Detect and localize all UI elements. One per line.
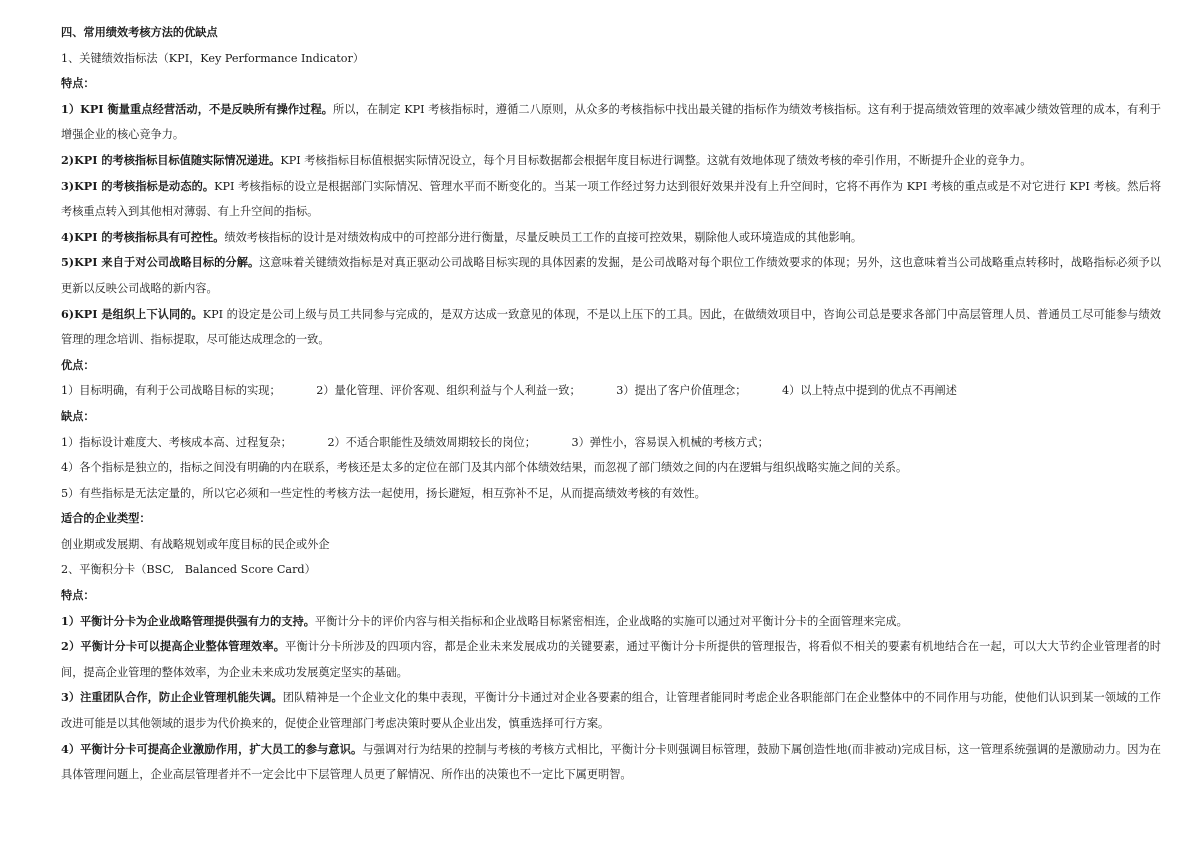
kpi-feature-6 xyxy=(61,302,1161,353)
bsc-feature-2 xyxy=(61,634,1161,685)
kpi-feature-4-text: 绩效考核指标的设计是对绩效构成中的可控部分进行衡量，尽量反映员工工作的直接可控效果，剔除他人或环境造成的其他影响。 xyxy=(224,230,863,244)
kpi-features-label: 特点： xyxy=(61,76,95,91)
kpi-title: 1、关键绩效指标法（KPI，Key Performance Indicator） xyxy=(61,51,365,65)
kpi-feature-3 xyxy=(61,174,1161,225)
kpi-feature-4 xyxy=(61,225,1161,251)
kpi-feature-2-lead: 2)KPI 的考核指标目标值随实际情况递进。 xyxy=(61,152,281,167)
kpi-con-2: 2）不适合职能性及绩效周期较长的岗位； xyxy=(327,435,536,449)
kpi-feature-5-lead: 5)KPI 来自于对公司战略目标的分解。 xyxy=(61,255,260,270)
kpi-feature-3-text: KPI 考核指标的设立是根据部门实际情况、管理水平而不断变化的。当某一项工作经过努力达到很好效果并没有上升空间时，它将不再作为 KPI 考核的重点或是不对它进行 KPI 考核。然后将考核重点转入到其他相对薄弱、有上升空间的指标。 xyxy=(61,179,1162,219)
kpi-feature-1-text: 所以，在制定 KPI 考核指标时，遵循二八原则，从众多的考核指标中找出最关键的指标作为绩效考核指标。这有利于提高绩效管理的效率减少绩效管理的成本，有利于增强企业的核心竞争力。 xyxy=(61,102,1161,142)
kpi-feature-6-lead: 6)KPI 是组织上下认同的。 xyxy=(61,306,203,321)
bsc-feature-4-text: 与强调对行为结果的控制与考核的考核方式相比，平衡计分卡则强调目标管理，鼓励下属创造性地(而非被动)完成目标，这一管理系统强调的是激励动力。因为在具体管理问题上，企业高层管理者并不一定会比中下层管理人员更了解情况、所作出的决策也不一定比下属更明智。 xyxy=(61,742,1161,782)
kpi-con-1: 1）指标设计难度大、考核成本高、过程复杂； xyxy=(61,435,292,449)
kpi-feature-2-text: KPI 考核指标目标值根据实际情况设立，每个月目标数据都会根据年度目标进行调整。这就有效地体现了绩效考核的牵引作用，不断提升企业的竞争力。 xyxy=(280,153,1032,167)
kpi-feature-1-lead: 1）KPI 衡量重点经营活动，不是反映所有操作过程。 xyxy=(61,101,333,116)
kpi-feature-1 xyxy=(61,97,1161,148)
kpi-feature-5 xyxy=(61,250,1161,301)
bsc-feature-2-lead: 2）平衡计分卡可以提高企业整体管理效率。 xyxy=(61,639,286,654)
bsc-feature-2-text: 平衡计分卡所涉及的四项内容，都是企业未来发展成功的关键要素，通过平衡计分卡所提供的管理报告，将看似不相关的要素有机地结合在一起，可以大大节约企业管理者的时间，提高企业管理的整体效率，为企业未来成功发展奠定坚实的基础。 xyxy=(61,640,1161,679)
kpi-pro-1: 1）目标明确，有利于公司战略目标的实现； xyxy=(61,384,281,398)
kpi-feature-2 xyxy=(61,148,1161,174)
kpi-pros-label: 优点： xyxy=(61,357,95,372)
kpi-con-3: 3）弹性小，容易误入机械的考核方式； xyxy=(571,435,769,449)
kpi-pro-2: 2）量化管理、评价客观、组织利益与个人利益一致； xyxy=(316,384,581,398)
bsc-features-label: 特点： xyxy=(61,588,95,603)
kpi-suitable-text: 创业期或发展期、有战略规划或年度目标的民企或外企 xyxy=(61,537,330,551)
bsc-feature-3-lead: 3）注重团队合作，防止企业管理机能失调。 xyxy=(61,690,283,705)
bsc-title: 2、平衡积分卡（BSC, Balanced Score Card） xyxy=(61,563,316,577)
kpi-feature-4-lead: 4)KPI 的考核指标具有可控性。 xyxy=(61,229,225,244)
kpi-feature-6-text: KPI 的设定是公司上级与员工共同参与完成的，是双方达成一致意见的体现，不是以上压下的工具。因此，在做绩效项目中，咨询公司总是要求各部门中高层管理人员、普通员工尽可能参与绩效管理的理念培训、指标提取，尽可能达成理念的一致。 xyxy=(61,307,1161,347)
kpi-feature-3-lead: 3)KPI 的考核指标是动态的。 xyxy=(61,178,215,193)
kpi-pro-4: 4）以上特点中提到的优点不再阐述 xyxy=(782,384,957,398)
document-content xyxy=(61,20,1161,788)
kpi-feature-5-text: 这意味着关键绩效指标是对真正驱动公司战略目标实现的具体因素的发掘，是公司战略对每个职位工作绩效要求的体现；另外，这也意味着当公司战略重点转移时，战略指标必须予以更新以反映公司战略的新内容。 xyxy=(61,256,1161,295)
kpi-con-4: 4）各个指标是独立的，指标之间没有明确的内在联系，考核还是太多的定位在部门及其内部个体绩效结果，而忽视了部门绩效之间的内在逻辑与组织战略实施之间的关系。 xyxy=(61,461,908,475)
kpi-pros-row xyxy=(61,378,1161,404)
kpi-pro-3: 3）提出了客户价值理念； xyxy=(616,384,747,398)
bsc-feature-1-lead: 1）平衡计分卡为企业战略管理提供强有力的支持。 xyxy=(61,613,315,628)
kpi-con-5: 5）有些指标是无法定量的，所以它必须和一些定性的考核方法一起使用，扬长避短，相互弥补不足，从而提高绩效考核的有效性。 xyxy=(61,486,706,500)
bsc-feature-1-text: 平衡计分卡的评价内容与相关指标和企业战略目标紧密相连，企业战略的实施可以通过对平衡计分卡的全面管理来完成。 xyxy=(314,614,908,628)
bsc-feature-3 xyxy=(61,685,1161,736)
kpi-suitable-label: 适合的企业类型： xyxy=(61,511,151,526)
kpi-cons-label: 缺点： xyxy=(61,408,95,423)
bsc-feature-4 xyxy=(61,737,1161,788)
section-title: 四、常用绩效考核方法的优缺点 xyxy=(61,25,218,39)
bsc-feature-4-lead: 4）平衡计分卡可提高企业激励作用，扩大员工的参与意识。 xyxy=(61,741,363,756)
kpi-cons-row xyxy=(61,430,1161,456)
bsc-feature-1 xyxy=(61,609,1161,635)
bsc-feature-3-text: 团队精神是一个企业文化的集中表现，平衡计分卡通过对企业各要素的组合，让管理者能同时考虑企业各职能部门在企业整体中的不同作用与功能，使他们认识到某一领域的工作改进可能是以其他领域的退步为代价换来的，促使企业管理部门考虑决策时要从企业出发，慎重选择可行方案。 xyxy=(61,691,1161,731)
